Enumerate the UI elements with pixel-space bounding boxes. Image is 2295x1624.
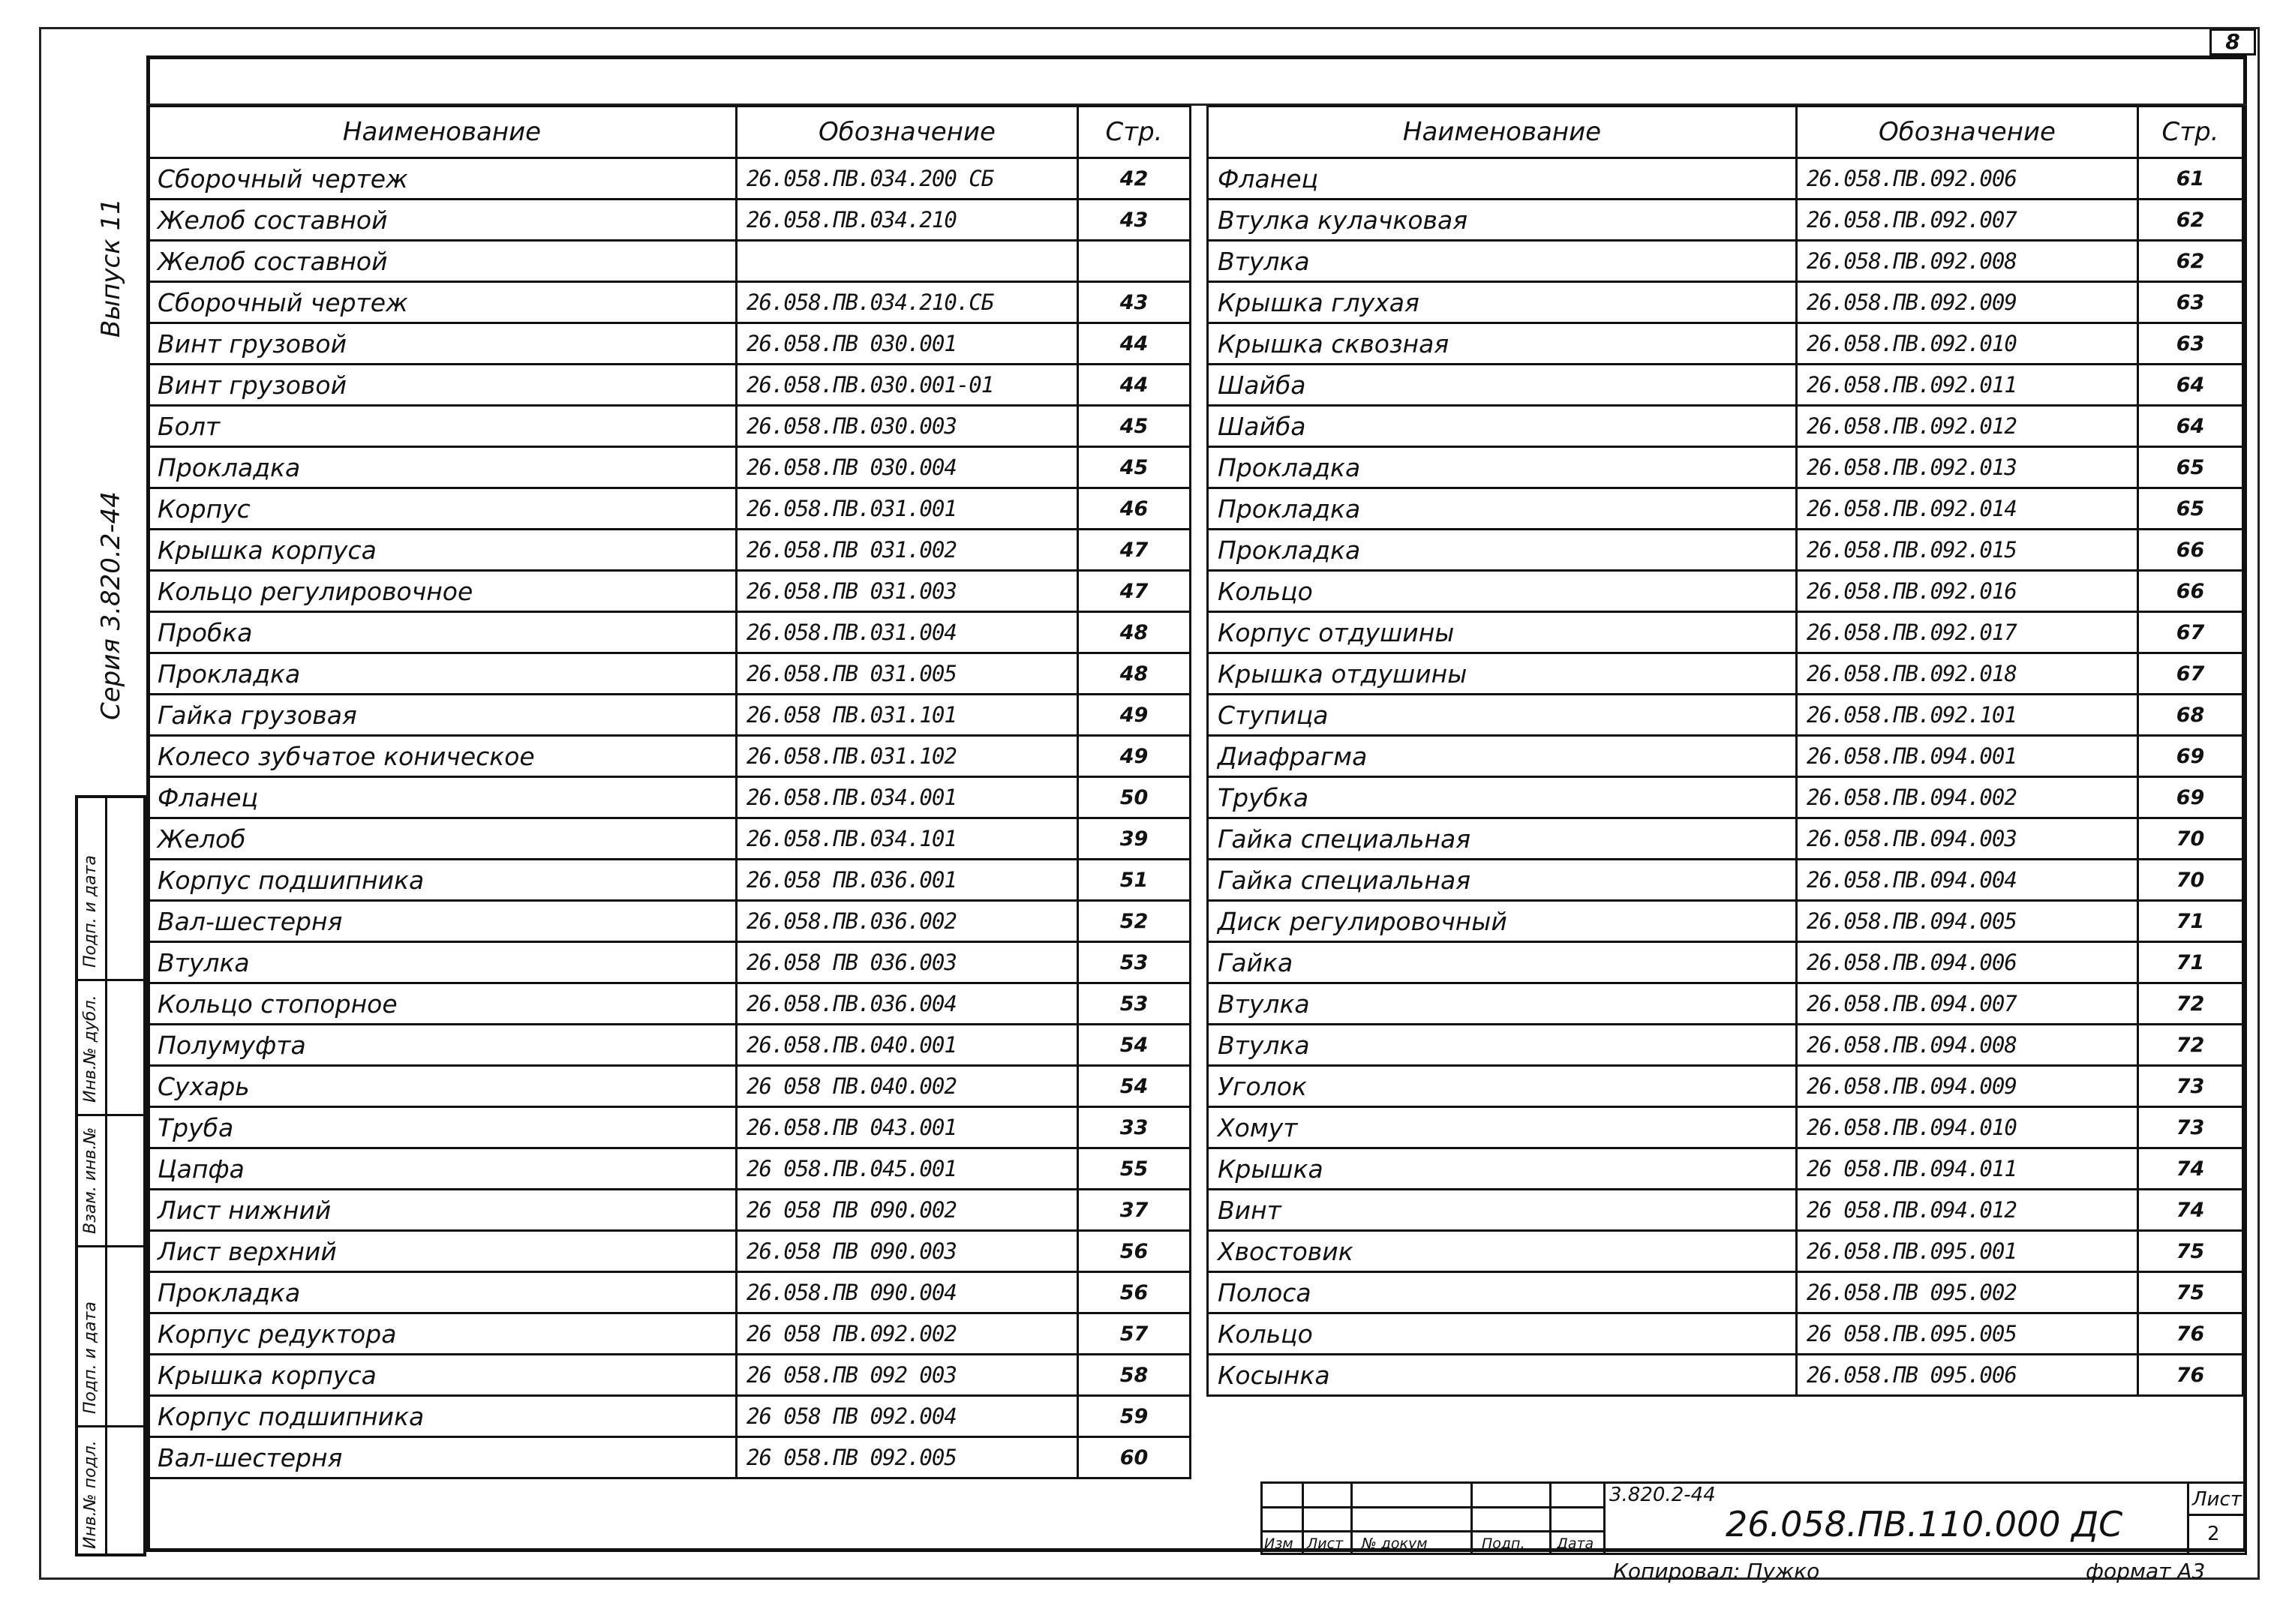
item-name: Шайба <box>1208 406 1797 447</box>
item-name: Пробка <box>148 612 737 653</box>
item-designation: 26 058.ПВ.094.012 <box>1797 1190 2138 1231</box>
item-page: 50 <box>1078 777 1191 818</box>
item-designation: 26.058.ПВ.094.008 <box>1797 1025 2138 1066</box>
item-name: Лист верхний <box>148 1231 737 1272</box>
item-page: 44 <box>1078 365 1191 406</box>
item-page: 49 <box>1078 736 1191 777</box>
item-name: Крышка отдушины <box>1208 653 1797 695</box>
item-page: 53 <box>1078 942 1191 983</box>
item-designation: 26.058.ПВ.036.002 <box>737 901 1078 942</box>
item-designation: 26 058.ПВ.045.001 <box>737 1148 1078 1190</box>
item-name: Корпус редуктора <box>148 1313 737 1355</box>
item-designation: 26.058.ПВ.034.101 <box>737 818 1078 860</box>
revision-grid-line <box>1549 1481 1552 1555</box>
table-row <box>148 1437 1191 1478</box>
format-label: формат А3 <box>2086 1559 2206 1583</box>
table-row <box>1208 777 2243 818</box>
item-page: 51 <box>1078 860 1191 901</box>
item-page: 70 <box>2138 860 2243 901</box>
item-designation: 26.058.ПВ.034.210.СБ <box>737 282 1078 323</box>
table-row <box>148 612 1191 653</box>
item-page: 43 <box>1078 282 1191 323</box>
item-page: 69 <box>2138 777 2243 818</box>
item-page: 64 <box>2138 365 2243 406</box>
item-designation: 26.058.ПВ.092.007 <box>1797 200 2138 241</box>
table-row <box>148 488 1191 530</box>
item-page: 56 <box>1078 1272 1191 1313</box>
col-label-sheet: Лист <box>1307 1535 1344 1552</box>
col-label-docnum: № докум <box>1362 1535 1428 1552</box>
col-label-date: Дата <box>1557 1535 1594 1552</box>
item-page: 54 <box>1078 1066 1191 1107</box>
item-name: Хомут <box>1208 1107 1797 1148</box>
item-designation: 26 058.ПВ.094.011 <box>1797 1148 2138 1190</box>
item-page: 48 <box>1078 653 1191 695</box>
item-designation: 26.058.ПВ.092.006 <box>1797 158 2138 200</box>
item-page: 54 <box>1078 1025 1191 1066</box>
item-designation: 26.058.ПВ.094.002 <box>1797 777 2138 818</box>
table-row <box>148 695 1191 736</box>
item-designation: 26.058.ПВ.092.012 <box>1797 406 2138 447</box>
item-designation: 26.058.ПВ.094.006 <box>1797 942 2138 983</box>
table-row <box>148 736 1191 777</box>
item-designation: 26.058.ПВ.031.001 <box>737 488 1078 530</box>
document-code: 26.058.ПВ.110.000 ДС <box>1726 1504 2123 1544</box>
item-page: 62 <box>2138 241 2243 282</box>
item-page: 68 <box>2138 695 2243 736</box>
item-name: Косынка <box>1208 1355 1797 1396</box>
item-name: Полоса <box>1208 1272 1797 1313</box>
table-row <box>1208 241 2243 282</box>
item-page: 64 <box>2138 406 2243 447</box>
item-designation: 26.058.ПВ.092.008 <box>1797 241 2138 282</box>
item-page: 39 <box>1078 818 1191 860</box>
corner-sheet-number: 8 <box>2209 29 2256 56</box>
item-name: Кольцо <box>1208 1313 1797 1355</box>
table-row <box>1208 1066 2243 1107</box>
table-row <box>1208 530 2243 571</box>
item-page: 47 <box>1078 530 1191 571</box>
item-name: Сборочный чертеж <box>148 282 737 323</box>
item-page: 67 <box>2138 653 2243 695</box>
item-name: Желоб составной <box>148 241 737 282</box>
table-row <box>148 818 1191 860</box>
item-page <box>1078 241 1191 282</box>
item-page: 37 <box>1078 1190 1191 1231</box>
item-page: 47 <box>1078 571 1191 612</box>
item-name: Винт грузовой <box>148 323 737 365</box>
item-designation: 26 058 ПВ 092.004 <box>737 1396 1078 1437</box>
item-page: 48 <box>1078 612 1191 653</box>
table-row <box>148 200 1191 241</box>
item-name: Цапфа <box>148 1148 737 1190</box>
item-name: Уголок <box>1208 1066 1797 1107</box>
item-name: Вал-шестерня <box>148 901 737 942</box>
table-row <box>1208 488 2243 530</box>
item-name: Болт <box>148 406 737 447</box>
item-name: Кольцо стопорное <box>148 983 737 1025</box>
item-designation: 26 058.ПВ.095.005 <box>1797 1313 2138 1355</box>
item-name: Прокладка <box>148 1272 737 1313</box>
item-name: Прокладка <box>1208 447 1797 488</box>
series-reference: 3.820.2-44 <box>1609 1484 1716 1506</box>
item-name: Втулка <box>1208 241 1797 282</box>
copied-by: Копировал: Пужко <box>1613 1559 1820 1583</box>
item-name: Винт грузовой <box>148 365 737 406</box>
spec-table-right <box>1206 105 2244 1397</box>
table-row <box>1208 612 2243 653</box>
item-designation <box>737 241 1078 282</box>
item-name: Гайка грузовая <box>148 695 737 736</box>
item-designation: 26.058.ПВ.034.001 <box>737 777 1078 818</box>
item-designation: 26.058.ПВ.094.007 <box>1797 983 2138 1025</box>
table-row <box>148 942 1191 983</box>
item-name: Кольцо <box>1208 571 1797 612</box>
table-row <box>1208 571 2243 612</box>
revision-grid-line <box>1350 1481 1353 1555</box>
item-page: 52 <box>1078 901 1191 942</box>
item-page: 59 <box>1078 1396 1191 1437</box>
item-designation: 26.058.ПВ.092.011 <box>1797 365 2138 406</box>
item-designation: 26.058.ПВ.094.009 <box>1797 1066 2138 1107</box>
item-page: 45 <box>1078 447 1191 488</box>
item-designation: 26.058.ПВ.040.001 <box>737 1025 1078 1066</box>
table-row <box>1208 1355 2243 1396</box>
item-page: 76 <box>2138 1355 2243 1396</box>
item-designation: 26.058.ПВ.092.009 <box>1797 282 2138 323</box>
table-row <box>148 447 1191 488</box>
item-page: 57 <box>1078 1313 1191 1355</box>
item-designation: 26.058.ПВ.092.013 <box>1797 447 2138 488</box>
item-designation: 26 058 ПВ 090.002 <box>737 1190 1078 1231</box>
item-name: Прокладка <box>148 653 737 695</box>
table-row <box>1208 323 2243 365</box>
item-name: Крышка глухая <box>1208 282 1797 323</box>
item-name: Фланец <box>1208 158 1797 200</box>
item-name: Корпус подшипника <box>148 860 737 901</box>
strip-label: Инв.№ дубл. <box>81 995 100 1103</box>
table-row <box>1208 158 2243 200</box>
item-designation: 26.058.ПВ.092.101 <box>1797 695 2138 736</box>
strip-row-line <box>75 1425 146 1427</box>
col-label-sign: Подп. <box>1482 1535 1525 1552</box>
table-row <box>148 1272 1191 1313</box>
item-designation: 26.058.ПВ.094.004 <box>1797 860 2138 901</box>
item-page: 45 <box>1078 406 1191 447</box>
item-name: Прокладка <box>1208 488 1797 530</box>
item-designation: 26 058.ПВ 092.005 <box>737 1437 1078 1478</box>
item-name: Труба <box>148 1107 737 1148</box>
item-page: 73 <box>2138 1107 2243 1148</box>
item-designation: 26.058.ПВ.092.015 <box>1797 530 2138 571</box>
strip-label: Взам. инв.№ <box>81 1127 100 1234</box>
item-designation: 26.058.ПВ.034.210 <box>737 200 1078 241</box>
item-page: 74 <box>2138 1148 2243 1190</box>
table-row <box>148 1396 1191 1437</box>
item-page: 66 <box>2138 571 2243 612</box>
item-designation: 26 058.ПВ 092 003 <box>737 1355 1078 1396</box>
table-row <box>1208 1272 2243 1313</box>
item-name: Хвостовик <box>1208 1231 1797 1272</box>
item-page: 46 <box>1078 488 1191 530</box>
item-name: Диск регулировочный <box>1208 901 1797 942</box>
table-row <box>1208 200 2243 241</box>
item-page: 49 <box>1078 695 1191 736</box>
item-name: Втулка кулачковая <box>1208 200 1797 241</box>
table-row <box>1208 736 2243 777</box>
item-name: Втулка <box>148 942 737 983</box>
item-page: 62 <box>2138 200 2243 241</box>
item-designation: 26.058.ПВ.030.003 <box>737 406 1078 447</box>
approval-strip-divider <box>105 795 107 1556</box>
item-designation: 26.058.ПВ 030.001 <box>737 323 1078 365</box>
table-row <box>148 530 1191 571</box>
table-row <box>148 1355 1191 1396</box>
table-row <box>1208 695 2243 736</box>
item-page: 75 <box>2138 1231 2243 1272</box>
strip-label: Подп. и дата <box>81 1301 100 1414</box>
table-row <box>148 1025 1191 1066</box>
item-designation: 26.058.ПВ.092.018 <box>1797 653 2138 695</box>
item-name: Втулка <box>1208 1025 1797 1066</box>
item-page: 65 <box>2138 447 2243 488</box>
item-designation: 26.058 ПВ.036.001 <box>737 860 1078 901</box>
item-designation: 26.058.ПВ.092.017 <box>1797 612 2138 653</box>
table-row <box>1208 818 2243 860</box>
item-name: Фланец <box>148 777 737 818</box>
header-page: Стр. <box>1078 107 1191 158</box>
item-designation: 26.058.ПВ.034.200 СБ <box>737 158 1078 200</box>
item-designation: 26.058.ПВ 031.003 <box>737 571 1078 612</box>
item-designation: 26.058.ПВ 043.001 <box>737 1107 1078 1148</box>
item-designation: 26.058 ПВ.031.101 <box>737 695 1078 736</box>
table-row <box>1208 653 2243 695</box>
item-name: Колесо зубчатое коническое <box>148 736 737 777</box>
item-designation: 26 058 ПВ.092.002 <box>737 1313 1078 1355</box>
item-designation: 26 058 ПВ.040.002 <box>737 1066 1078 1107</box>
item-page: 56 <box>1078 1231 1191 1272</box>
item-page: 65 <box>2138 488 2243 530</box>
table-row <box>148 1313 1191 1355</box>
table-row <box>148 241 1191 282</box>
table-row <box>148 1148 1191 1190</box>
item-name: Крышка корпуса <box>148 1355 737 1396</box>
item-designation: 26.058.ПВ.094.003 <box>1797 818 2138 860</box>
table-row <box>1208 1313 2243 1355</box>
table-row <box>1208 365 2243 406</box>
item-name: Корпус отдушины <box>1208 612 1797 653</box>
item-designation: 26.058.ПВ.092.014 <box>1797 488 2138 530</box>
item-name: Шайба <box>1208 365 1797 406</box>
item-page: 58 <box>1078 1355 1191 1396</box>
table-row <box>1208 447 2243 488</box>
item-designation: 26.058.ПВ 031.002 <box>737 530 1078 571</box>
item-page: 73 <box>2138 1066 2243 1107</box>
item-page: 43 <box>1078 200 1191 241</box>
item-designation: 26.058.ПВ 031.005 <box>737 653 1078 695</box>
table-row <box>148 777 1191 818</box>
item-name: Трубка <box>1208 777 1797 818</box>
item-page: 71 <box>2138 901 2243 942</box>
item-name: Крышка <box>1208 1148 1797 1190</box>
item-name: Желоб <box>148 818 737 860</box>
spec-table-left <box>146 105 1191 1479</box>
sheet-label: Лист <box>2192 1488 2242 1511</box>
item-page: 69 <box>2138 736 2243 777</box>
item-name: Ступица <box>1208 695 1797 736</box>
item-page: 67 <box>2138 612 2243 653</box>
table-row <box>148 571 1191 612</box>
table-row <box>1208 1107 2243 1148</box>
table-row <box>1208 1025 2243 1066</box>
item-page: 42 <box>1078 158 1191 200</box>
sheet-cell-line <box>2187 1514 2247 1516</box>
item-designation: 26.058.ПВ 090.004 <box>737 1272 1078 1313</box>
table-row <box>1208 282 2243 323</box>
strip-row-line <box>75 979 146 981</box>
item-page: 61 <box>2138 158 2243 200</box>
strip-label: Инв.№ подл. <box>81 1440 100 1549</box>
item-designation: 26.058.ПВ.092.010 <box>1797 323 2138 365</box>
table-row <box>1208 406 2243 447</box>
table-row <box>1208 983 2243 1025</box>
item-name: Гайка <box>1208 942 1797 983</box>
item-page: 75 <box>2138 1272 2243 1313</box>
item-name: Кольцо регулировочное <box>148 571 737 612</box>
header-designation: Обозначение <box>1797 107 2138 158</box>
item-designation: 26.058.ПВ.092.016 <box>1797 571 2138 612</box>
item-designation: 26.058.ПВ 095.006 <box>1797 1355 2138 1396</box>
item-designation: 26.058.ПВ.094.005 <box>1797 901 2138 942</box>
item-page: 70 <box>2138 818 2243 860</box>
revision-grid-line <box>1470 1481 1473 1555</box>
item-page: 33 <box>1078 1107 1191 1148</box>
table-row <box>1208 1190 2243 1231</box>
table-row <box>148 158 1191 200</box>
item-name: Крышка корпуса <box>148 530 737 571</box>
item-page: 76 <box>2138 1313 2243 1355</box>
table-row <box>148 282 1191 323</box>
item-page: 60 <box>1078 1437 1191 1478</box>
item-page: 55 <box>1078 1148 1191 1190</box>
header-page: Стр. <box>2138 107 2243 158</box>
item-name: Прокладка <box>148 447 737 488</box>
strip-row-line <box>75 1245 146 1247</box>
table-row <box>148 653 1191 695</box>
table-row <box>148 365 1191 406</box>
header-name: Наименование <box>148 107 737 158</box>
item-designation: 26.058.ПВ.031.102 <box>737 736 1078 777</box>
table-row <box>148 323 1191 365</box>
item-name: Крышка сквозная <box>1208 323 1797 365</box>
item-designation: 26.058.ПВ 030.004 <box>737 447 1078 488</box>
item-page: 71 <box>2138 942 2243 983</box>
item-page: 72 <box>2138 1025 2243 1066</box>
revision-grid-line <box>1260 1506 1606 1508</box>
item-name: Вал-шестерня <box>148 1437 737 1478</box>
item-name: Гайка специальная <box>1208 860 1797 901</box>
item-page: 63 <box>2138 282 2243 323</box>
col-label-change: Изм <box>1264 1535 1293 1552</box>
table-header-row <box>148 107 1191 158</box>
table-row <box>1208 1231 2243 1272</box>
table-row <box>148 1066 1191 1107</box>
item-page: 53 <box>1078 983 1191 1025</box>
item-name: Диафрагма <box>1208 736 1797 777</box>
item-name: Желоб составной <box>148 200 737 241</box>
item-page: 66 <box>2138 530 2243 571</box>
table-row <box>148 1107 1191 1148</box>
header-name: Наименование <box>1208 107 1797 158</box>
item-designation: 26.058.ПВ.094.010 <box>1797 1107 2138 1148</box>
table-header-row <box>1208 107 2243 158</box>
item-designation: 26.058.ПВ.036.004 <box>737 983 1078 1025</box>
item-name: Лист нижний <box>148 1190 737 1231</box>
item-page: 63 <box>2138 323 2243 365</box>
item-page: 72 <box>2138 983 2243 1025</box>
item-designation: 26.058 ПВ 090.003 <box>737 1231 1078 1272</box>
table-row <box>148 406 1191 447</box>
item-page: 44 <box>1078 323 1191 365</box>
strip-label: Подп. и дата <box>81 855 100 968</box>
item-name: Сборочный чертеж <box>148 158 737 200</box>
series-label: Серия 3.820.2-44 <box>96 491 126 720</box>
item-name: Корпус подшипника <box>148 1396 737 1437</box>
item-designation: 26.058.ПВ.095.001 <box>1797 1231 2138 1272</box>
table-row <box>1208 942 2243 983</box>
header-designation: Обозначение <box>737 107 1078 158</box>
strip-row-line <box>75 1114 146 1116</box>
table-row <box>148 860 1191 901</box>
item-designation: 26.058.ПВ.031.004 <box>737 612 1078 653</box>
item-name: Прокладка <box>1208 530 1797 571</box>
revision-grid-line <box>1302 1481 1304 1555</box>
table-row <box>148 901 1191 942</box>
issue-label: Выпуск 11 <box>96 198 126 338</box>
table-row <box>148 1190 1191 1231</box>
item-name: Втулка <box>1208 983 1797 1025</box>
revision-grid-line <box>1260 1530 1606 1532</box>
item-name: Сухарь <box>148 1066 737 1107</box>
item-designation: 26.058.ПВ.030.001-01 <box>737 365 1078 406</box>
item-name: Винт <box>1208 1190 1797 1231</box>
table-row <box>1208 860 2243 901</box>
item-designation: 26.058 ПВ 036.003 <box>737 942 1078 983</box>
item-designation: 26.058.ПВ 095.002 <box>1797 1272 2138 1313</box>
table-row <box>1208 901 2243 942</box>
item-name: Корпус <box>148 488 737 530</box>
table-row <box>1208 1148 2243 1190</box>
table-row <box>148 1231 1191 1272</box>
item-name: Гайка специальная <box>1208 818 1797 860</box>
item-name: Полумуфта <box>148 1025 737 1066</box>
sheet-number: 2 <box>2207 1523 2220 1545</box>
table-row <box>148 983 1191 1025</box>
item-page: 74 <box>2138 1190 2243 1231</box>
item-designation: 26.058.ПВ.094.001 <box>1797 736 2138 777</box>
